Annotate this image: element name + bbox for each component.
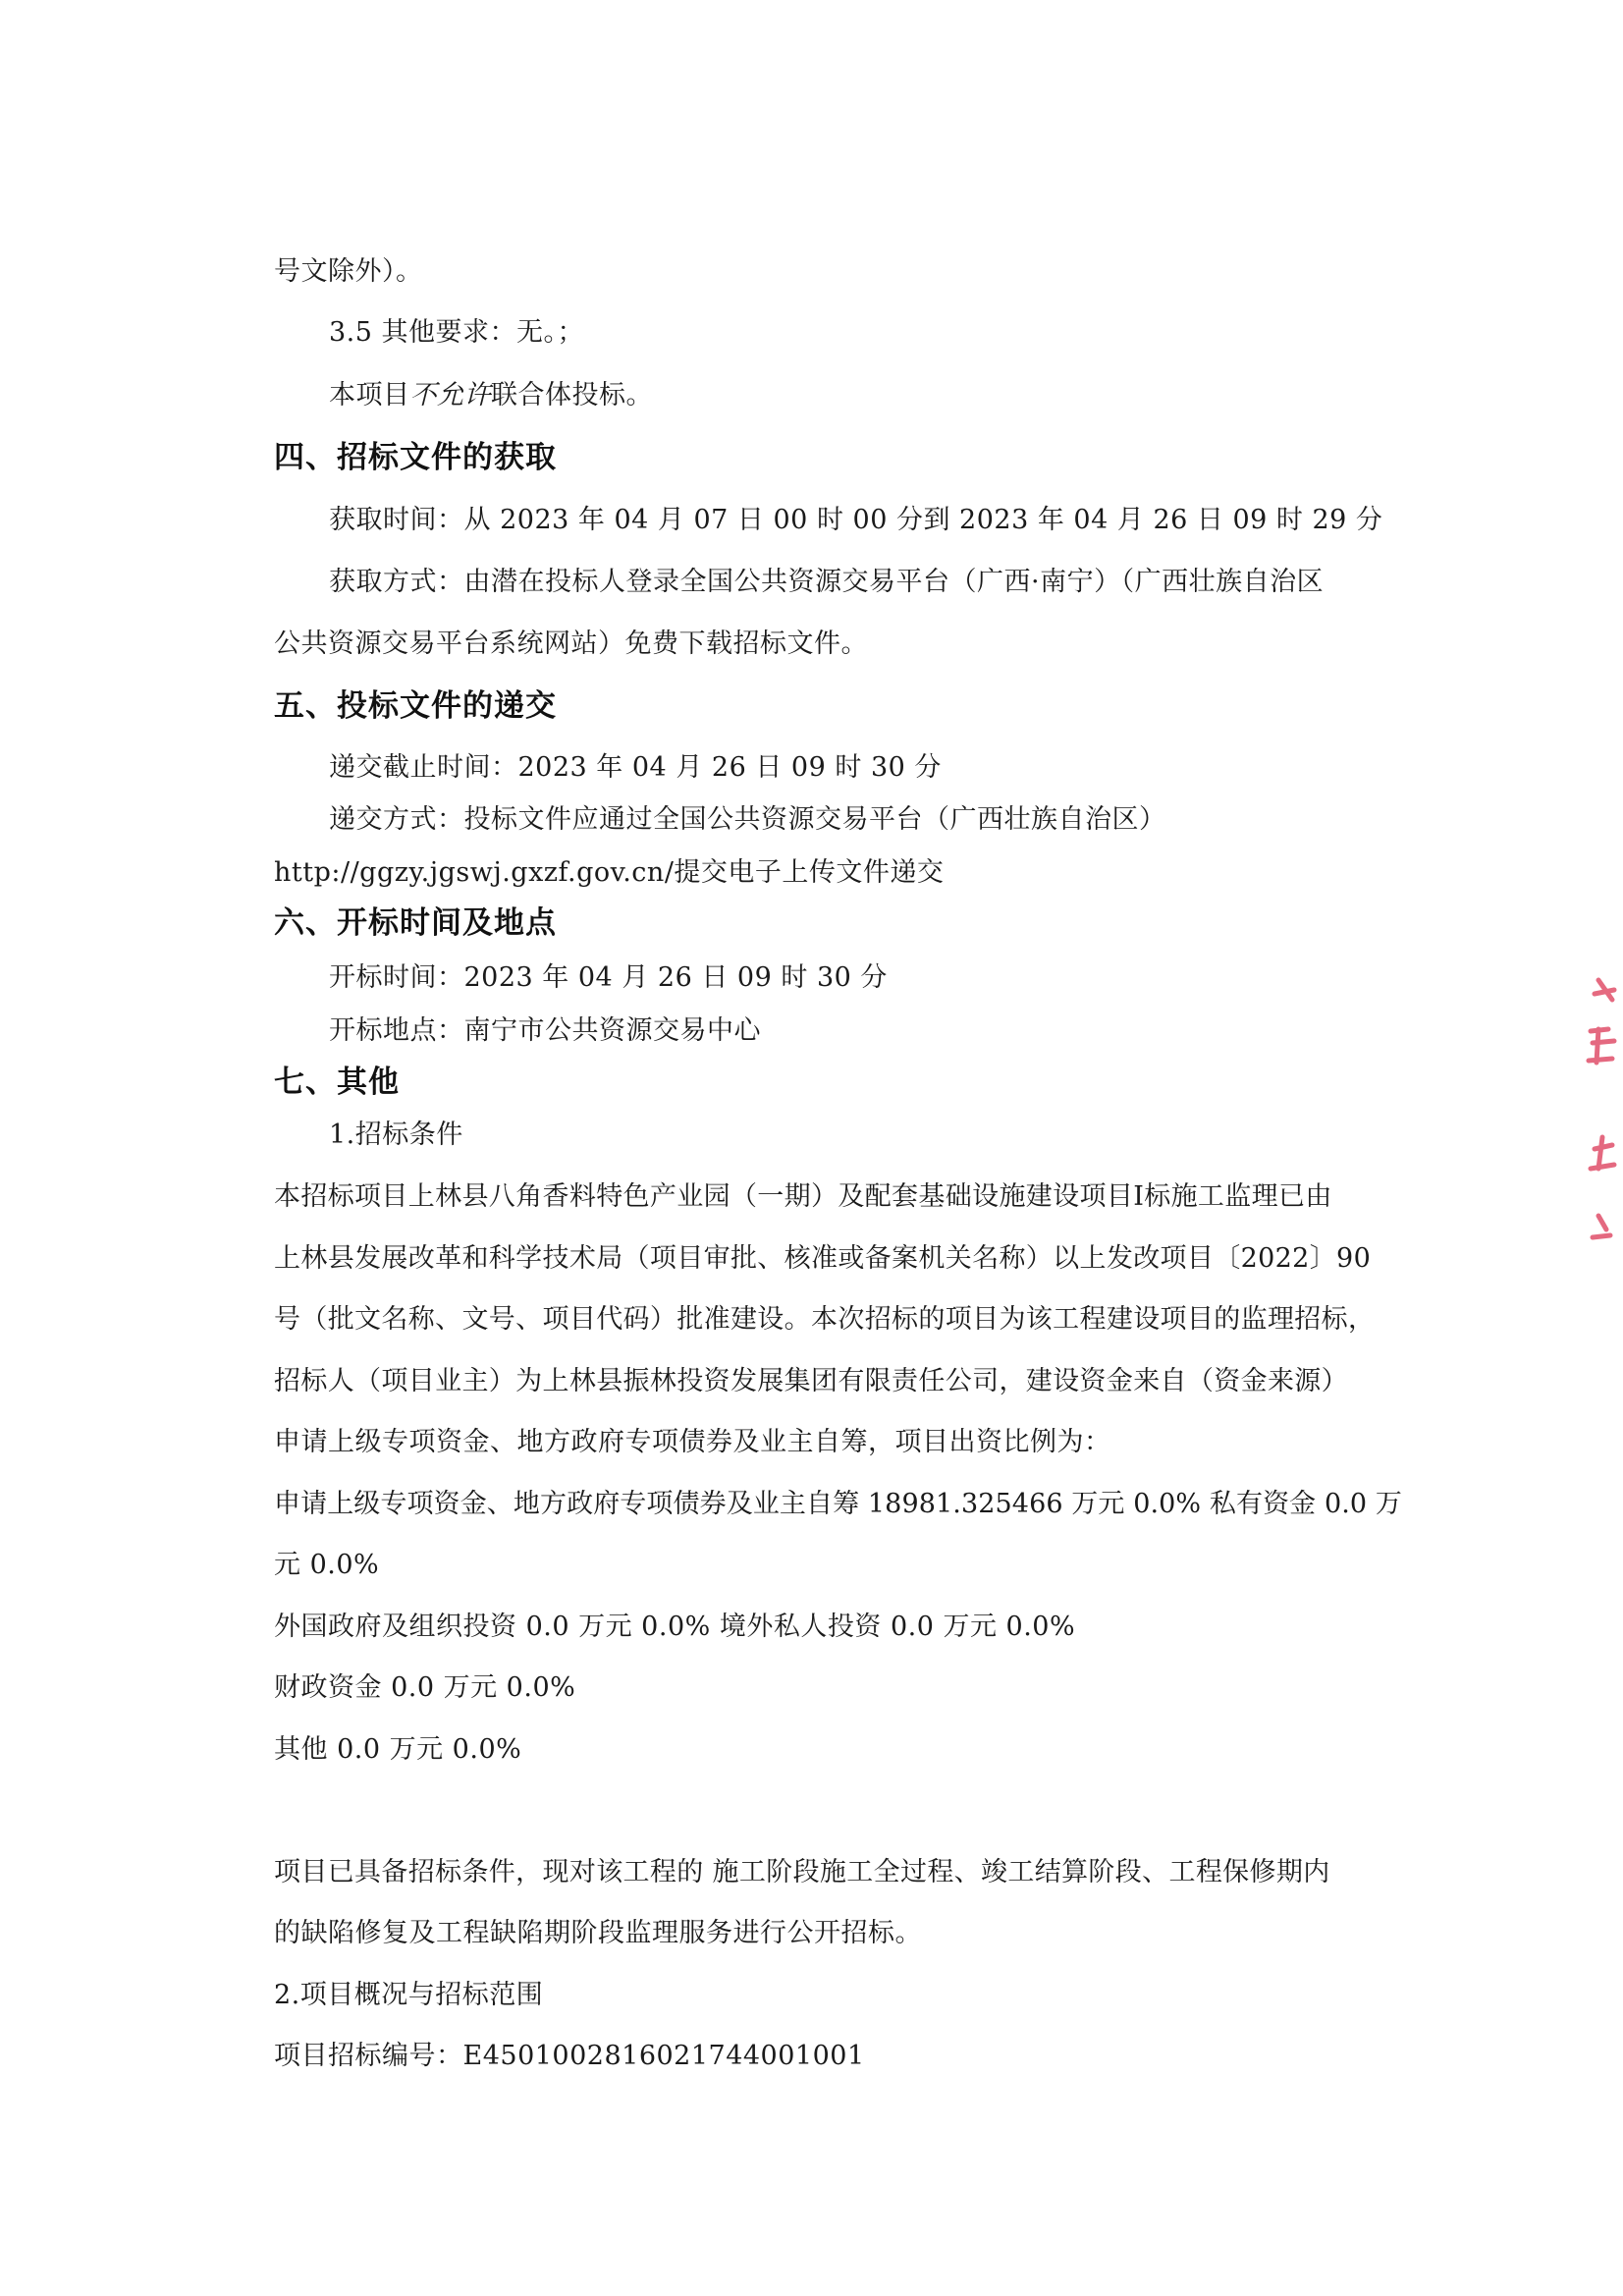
- bid-number: 项目招标编号：E4501002816021744001001: [274, 2041, 865, 2071]
- section-6-title: 六、开标时间及地点: [274, 905, 557, 941]
- funding-line2: 元 0.0%: [274, 1550, 380, 1580]
- funding-line1: 申请上级专项资金、地方政府专项债券及业主自筹 18981.325466 万元 0.0% 私有资金 0.0 万: [274, 1489, 1402, 1519]
- bidding-conditions-title: 1.招标条件: [329, 1120, 463, 1150]
- opening-time: 开标时间：2023 年 04 月 26 日 09 时 30 分: [329, 962, 888, 993]
- submit-method-line1: 递交方式：投标文件应通过全国公共资源交易平台（广西壮族自治区）: [329, 804, 1166, 835]
- requirement-3-5: 3.5 其他要求：无。；: [329, 317, 585, 348]
- obtain-time: 获取时间：从 2023 年 04 月 07 日 00 时 00 分到 2023 年 04 月 26 日 09 时 29 分: [329, 505, 1383, 535]
- consortium-prefix: 本项目: [329, 380, 410, 410]
- tender-statement-line2: 的缺陷修复及工程缺陷期阶段监理服务进行公开招标。: [274, 1918, 922, 1948]
- conditions-line2: 上林县发展改革和科学技术局（项目审批、核准或备案机关名称）以上发改项目〔2022〕90: [274, 1243, 1372, 1274]
- submit-method-line2: http://ggzy.jgswj.gxzf.gov.cn/提交电子上传文件递交: [274, 857, 945, 888]
- submit-deadline: 递交截止时间：2023 年 04 月 26 日 09 时 30 分: [329, 752, 942, 783]
- conditions-line4: 招标人（项目业主）为上林县振林投资发展集团有限责任公司，建设资金来自（资金来源）: [274, 1366, 1348, 1396]
- section-7-title: 七、其他: [274, 1065, 400, 1100]
- funding-line5: 其他 0.0 万元 0.0%: [274, 1734, 522, 1765]
- conditions-line3: 号（批文名称、文号、项目代码）批准建设。本次招标的项目为该工程建设项目的监理招标，: [274, 1304, 1376, 1335]
- section-4-title: 四、招标文件的获取: [274, 440, 557, 475]
- consortium-suffix: 联合体投标。: [491, 380, 653, 410]
- opening-place: 开标地点：南宁市公共资源交易中心: [329, 1015, 761, 1046]
- funding-line3: 外国政府及组织投资 0.0 万元 0.0% 境外私人投资 0.0 万元 0.0%: [274, 1612, 1076, 1642]
- seal-stamp-fragment: [1569, 972, 1623, 1267]
- conditions-line1: 本招标项目上林县八角香料特色产业园（一期）及配套基础设施建设项目Ⅰ标施工监理已由: [274, 1181, 1332, 1212]
- consortium-note: [329, 378, 653, 413]
- obtain-method-line1: 获取方式：由潜在投标人登录全国公共资源交易平台（广西·南宁）（广西壮族自治区: [329, 567, 1325, 597]
- section-5-title: 五、投标文件的递交: [274, 688, 557, 724]
- obtain-method-line2: 公共资源交易平台系统网站）免费下载招标文件。: [274, 629, 868, 659]
- tender-statement-line1: 项目已具备招标条件，现对该工程的 施工阶段施工全过程、竣工结算阶段、工程保修期内: [274, 1857, 1330, 1887]
- conditions-line5: 申请上级专项资金、地方政府专项债券及业主自筹，项目出资比例为：: [274, 1427, 1111, 1457]
- funding-line4: 财政资金 0.0 万元 0.0%: [274, 1672, 576, 1703]
- text-line: 号文除外）。: [274, 256, 423, 287]
- consortium-emphasis: 不允许: [409, 380, 491, 410]
- project-overview-title: 2.项目概况与招标范围: [274, 1980, 544, 2010]
